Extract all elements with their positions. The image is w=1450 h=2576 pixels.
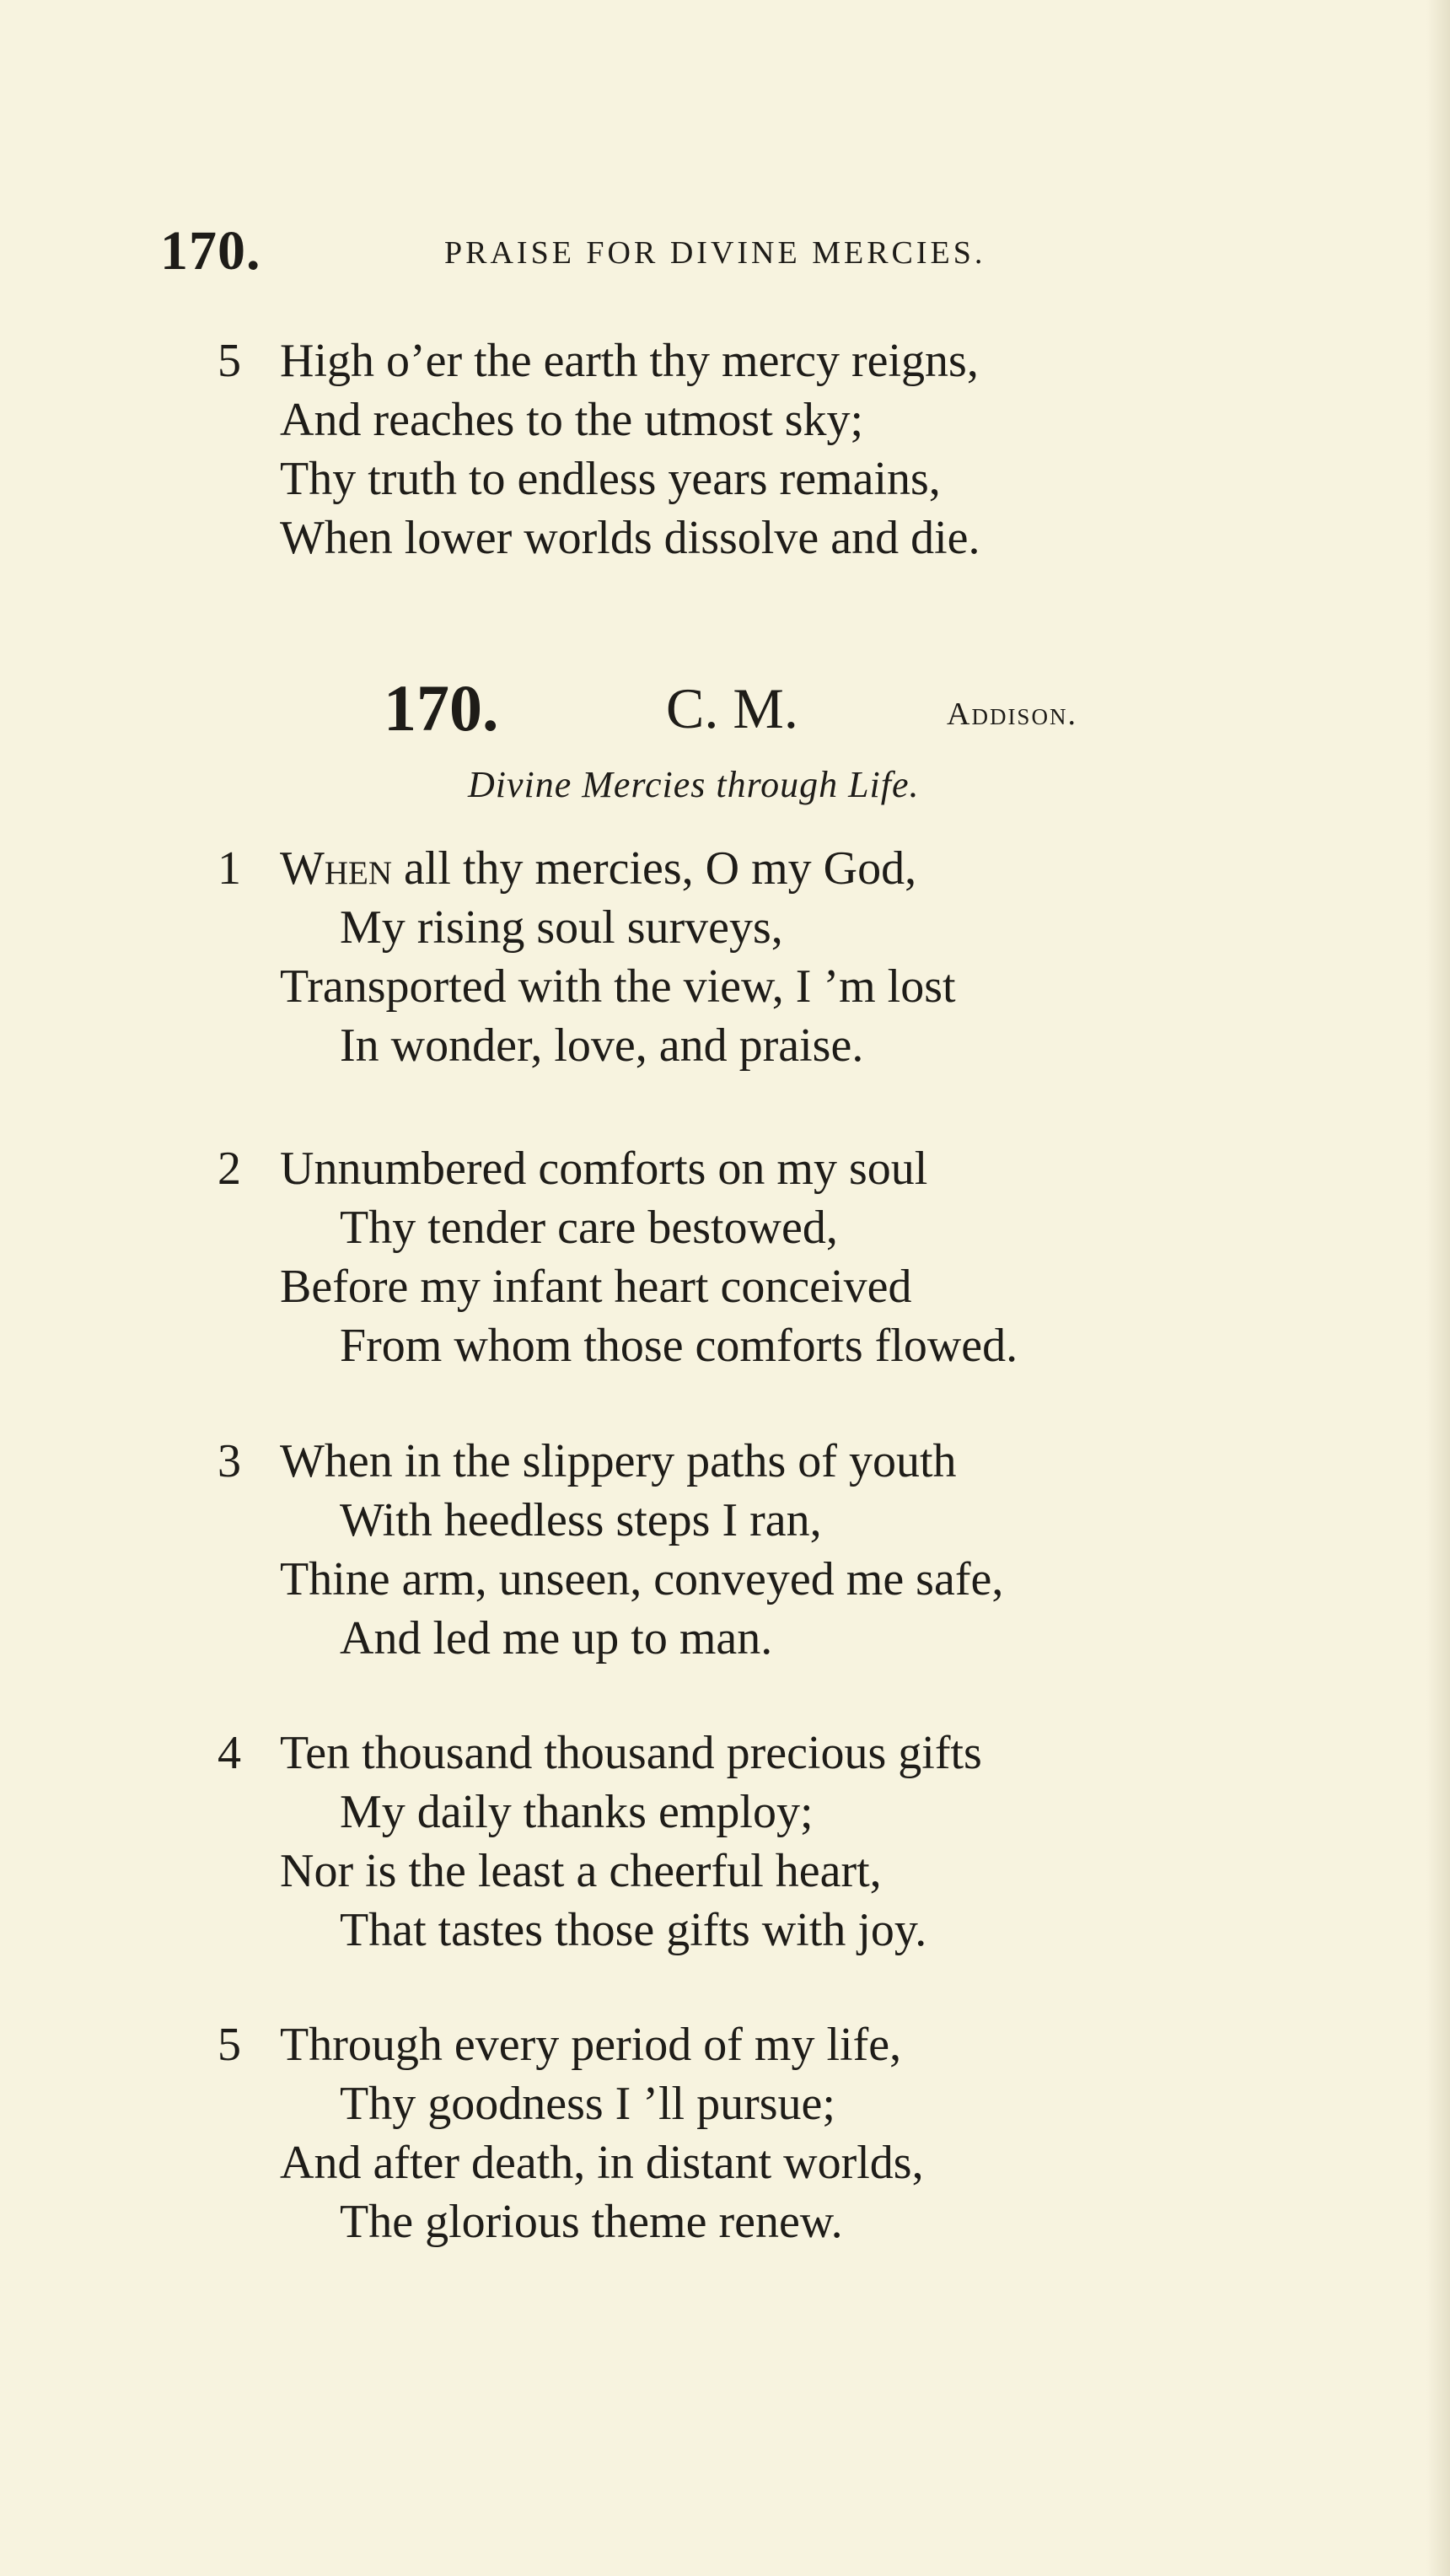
verse-line — [218, 331, 1263, 390]
running-head — [160, 211, 1121, 287]
verse-text: Through every period of my life, — [280, 2019, 902, 2071]
verse-text: The glorious theme renew. — [340, 2196, 843, 2248]
hymn-subtitle: Divine Mercies through Life. — [468, 764, 920, 805]
verse-text: And after death, in distant worlds, — [280, 2137, 924, 2189]
verse-line — [218, 898, 1263, 957]
verse-line — [218, 2133, 1263, 2192]
verse-number: 2 — [218, 1143, 241, 1195]
verse-text: In wonder, love, and praise. — [340, 1019, 864, 1072]
verse-text: Thy goodness I ’ll pursue; — [340, 2078, 835, 2130]
stanza-4 — [218, 1724, 1263, 1960]
running-title: PRAISE FOR DIVINE MERCIES. — [444, 235, 986, 271]
verse-line — [218, 957, 1263, 1016]
verse-number: 1 — [218, 842, 241, 895]
verse-line — [218, 1783, 1263, 1842]
verse-line — [218, 508, 1263, 567]
verse-line — [218, 1139, 1263, 1198]
verse-line — [218, 1491, 1263, 1550]
verse-number: 5 — [218, 2019, 241, 2071]
verse-line — [218, 839, 1263, 898]
verse-line — [218, 2015, 1263, 2074]
verse-text: From whom those comforts flowed. — [340, 1320, 1018, 1372]
verse-number: 5 — [218, 335, 241, 387]
verse-line — [218, 1724, 1263, 1783]
page-number: 170. — [160, 220, 261, 282]
verse-text: With heedless steps I ran, — [340, 1494, 822, 1546]
verse-line — [218, 1550, 1263, 1609]
hymn-author: Addison. — [947, 696, 1077, 732]
verse-line — [218, 1257, 1263, 1316]
verse-text: all thy mercies, O my God, — [392, 842, 917, 895]
hymn-header — [384, 670, 1142, 746]
verse-text: Unnumbered comforts on my soul — [280, 1143, 928, 1195]
hymn-number: 170. — [384, 671, 499, 745]
verse-line — [218, 1198, 1263, 1257]
verse-text: My daily thanks employ; — [340, 1786, 814, 1838]
hymn-meter: C. M. — [666, 676, 798, 740]
first-word: When — [280, 842, 393, 895]
verse-text: Thy truth to endless years remains, — [280, 453, 941, 505]
verse-line — [218, 449, 1263, 508]
verse-text: Transported with the view, I ’m lost — [280, 960, 956, 1013]
verse-text: Thy tender care bestowed, — [340, 1202, 838, 1254]
stanza-5 — [218, 2015, 1263, 2251]
verse-line — [218, 1432, 1263, 1491]
page-edge-shadow — [1426, 0, 1450, 2576]
verse-text: When in the slippery paths of youth — [280, 1435, 957, 1487]
verse-text: That tastes those gifts with joy. — [340, 1904, 927, 1956]
verse-line — [218, 1901, 1263, 1960]
verse-text: My rising soul surveys, — [340, 901, 783, 954]
verse-line — [218, 390, 1263, 449]
verse-line — [218, 1016, 1263, 1075]
verse-number: 4 — [218, 1727, 241, 1779]
verse-text: High o’er the earth thy mercy reigns, — [280, 335, 979, 387]
verse-text: And led me up to man. — [340, 1612, 773, 1664]
stanza-3 — [218, 1432, 1263, 1668]
stanza-1 — [218, 839, 1263, 1075]
carryover-stanza — [218, 331, 1263, 567]
stanza-2 — [218, 1139, 1263, 1375]
verse-line — [218, 2192, 1263, 2251]
verse-text: Thine arm, unseen, conveyed me safe, — [280, 1553, 1004, 1605]
verse-line — [218, 1842, 1263, 1901]
verse-text: Before my infant heart conceived — [280, 1261, 912, 1313]
verse-text: And reaches to the utmost sky; — [280, 394, 864, 446]
verse-number: 3 — [218, 1435, 241, 1487]
verse-line — [218, 1609, 1263, 1668]
verse-text: Ten thousand thousand precious gifts — [280, 1727, 982, 1779]
verse-text: When lower worlds dissolve and die. — [280, 512, 980, 564]
verse-line — [218, 1316, 1263, 1375]
verse-text: Nor is the least a cheerful heart, — [280, 1845, 882, 1897]
verse-line — [218, 2074, 1263, 2133]
